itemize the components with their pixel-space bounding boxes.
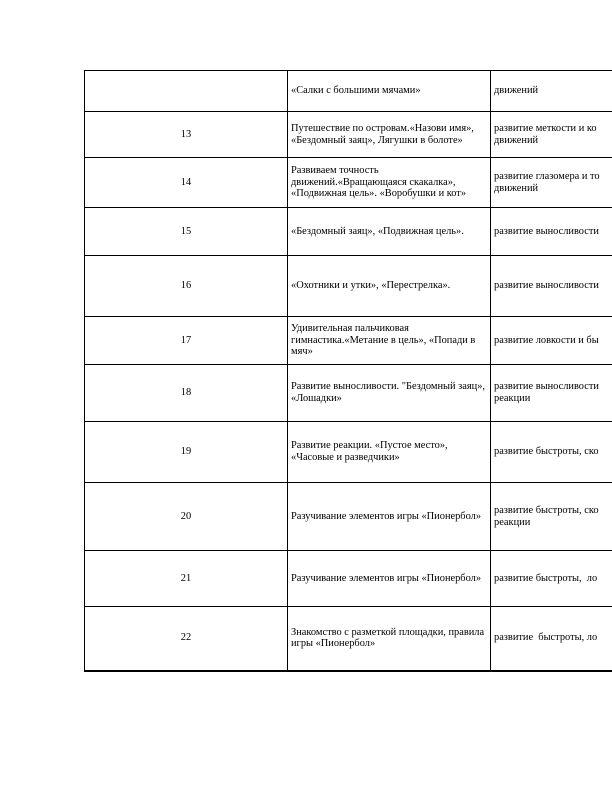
lesson-title-text: Развитие реакции. «Пустое место», «Часовые и разведчики» [291, 440, 448, 463]
lesson-title-cell [288, 256, 491, 317]
lesson-goal-cell [491, 483, 612, 551]
lesson-title-cell [288, 551, 491, 607]
lesson-number-cell: 16 [85, 256, 288, 317]
lesson-number-cell: 21 [85, 551, 288, 607]
lesson-goal-cell [491, 607, 612, 671]
lesson-goal-text: развитие быстроты, ло [494, 632, 598, 644]
lesson-goal-text: движений [494, 85, 539, 97]
lesson-goal-text: развитие быстроты, ско реакции [494, 504, 599, 528]
lesson-goal-cell [491, 256, 612, 317]
lesson-title-text: Удивительная пальчиковая гимнастика.«Метание в цель», «Попади в мяч» [291, 323, 476, 358]
lesson-title-text: Развитие выносливости. "Бездомный заяц», «Лошадки» [291, 381, 486, 404]
lesson-title-text: «Бездомный заяц», «Подвижная цель». [291, 225, 464, 237]
lesson-title-cell [288, 112, 491, 158]
lesson-number-cell: 14 [85, 158, 288, 208]
table-row [85, 158, 612, 208]
lesson-goal-text: развитие быстроты, ско [494, 446, 599, 458]
lesson-goal-text: развитие выносливости [494, 280, 599, 292]
lesson-title-cell [288, 208, 491, 256]
lesson-title-text: Разучивание элементов игры «Пионербол» [291, 572, 482, 584]
lesson-goal-cell [491, 422, 612, 483]
table-row [85, 483, 612, 551]
lesson-goal-text: развитие меткости и ко движений [494, 122, 597, 146]
lesson-goal-cell [491, 71, 612, 112]
table-row [85, 256, 612, 317]
lesson-goal-cell [491, 551, 612, 607]
lesson-goal-text: развитие быстроты, ло [494, 572, 598, 584]
lesson-number-cell: 17 [85, 317, 288, 365]
table-row [85, 551, 612, 607]
lesson-title-cell [288, 422, 491, 483]
lesson-goal-text: развитие выносливости [494, 225, 599, 237]
lesson-number-cell: 19 [85, 422, 288, 483]
table-row [85, 607, 612, 671]
lesson-goal-cell [491, 317, 612, 365]
table-row [85, 317, 612, 365]
lesson-title-text: Разучивание элементов игры «Пионербол» [291, 510, 482, 522]
lesson-title-text: «Охотники и утки», «Перестрелка». [291, 280, 451, 292]
lesson-goal-cell [491, 365, 612, 422]
table-row [85, 112, 612, 158]
lesson-number-cell: 20 [85, 483, 288, 551]
table-row [85, 422, 612, 483]
lesson-number-cell: 13 [85, 112, 288, 158]
lesson-title-text: Знакомство с разметкой площадки, правила игры «Пионербол» [291, 626, 485, 650]
lesson-title-cell [288, 365, 491, 422]
lesson-title-cell [288, 158, 491, 208]
lesson-number-cell: 18 [85, 365, 288, 422]
lesson-goal-cell [491, 208, 612, 256]
lesson-title-text: Путешествие по островам.«Назови имя», «Бездомный заяц», Лягушки в болоте» [291, 122, 474, 146]
lesson-title-cell [288, 483, 491, 551]
lesson-title-text: «Салки с большими мячами» [291, 85, 421, 97]
lesson-goal-text: развитие ловкости и бы [494, 334, 599, 346]
lesson-goal-text: развитие глазомера и то движений [494, 170, 600, 194]
lesson-goal-cell [491, 158, 612, 208]
table-row [85, 71, 612, 112]
table-row [85, 365, 612, 422]
lesson-number-cell: 22 [85, 607, 288, 671]
lesson-number-cell [85, 71, 288, 112]
lesson-title-cell [288, 607, 491, 671]
lessons-table [84, 70, 612, 672]
lessons-table-body [85, 71, 612, 671]
lesson-title-cell [288, 317, 491, 365]
lesson-number-cell: 15 [85, 208, 288, 256]
lesson-title-cell [288, 71, 491, 112]
lesson-title-text: Развиваем точность движений.«Вращающаяся скакалка», «Подвижная цель». «Воробушки и кот» [291, 165, 467, 200]
table-row [85, 208, 612, 256]
lesson-goal-text: развитие выносливости реакции [494, 381, 599, 404]
lesson-goal-cell [491, 112, 612, 158]
